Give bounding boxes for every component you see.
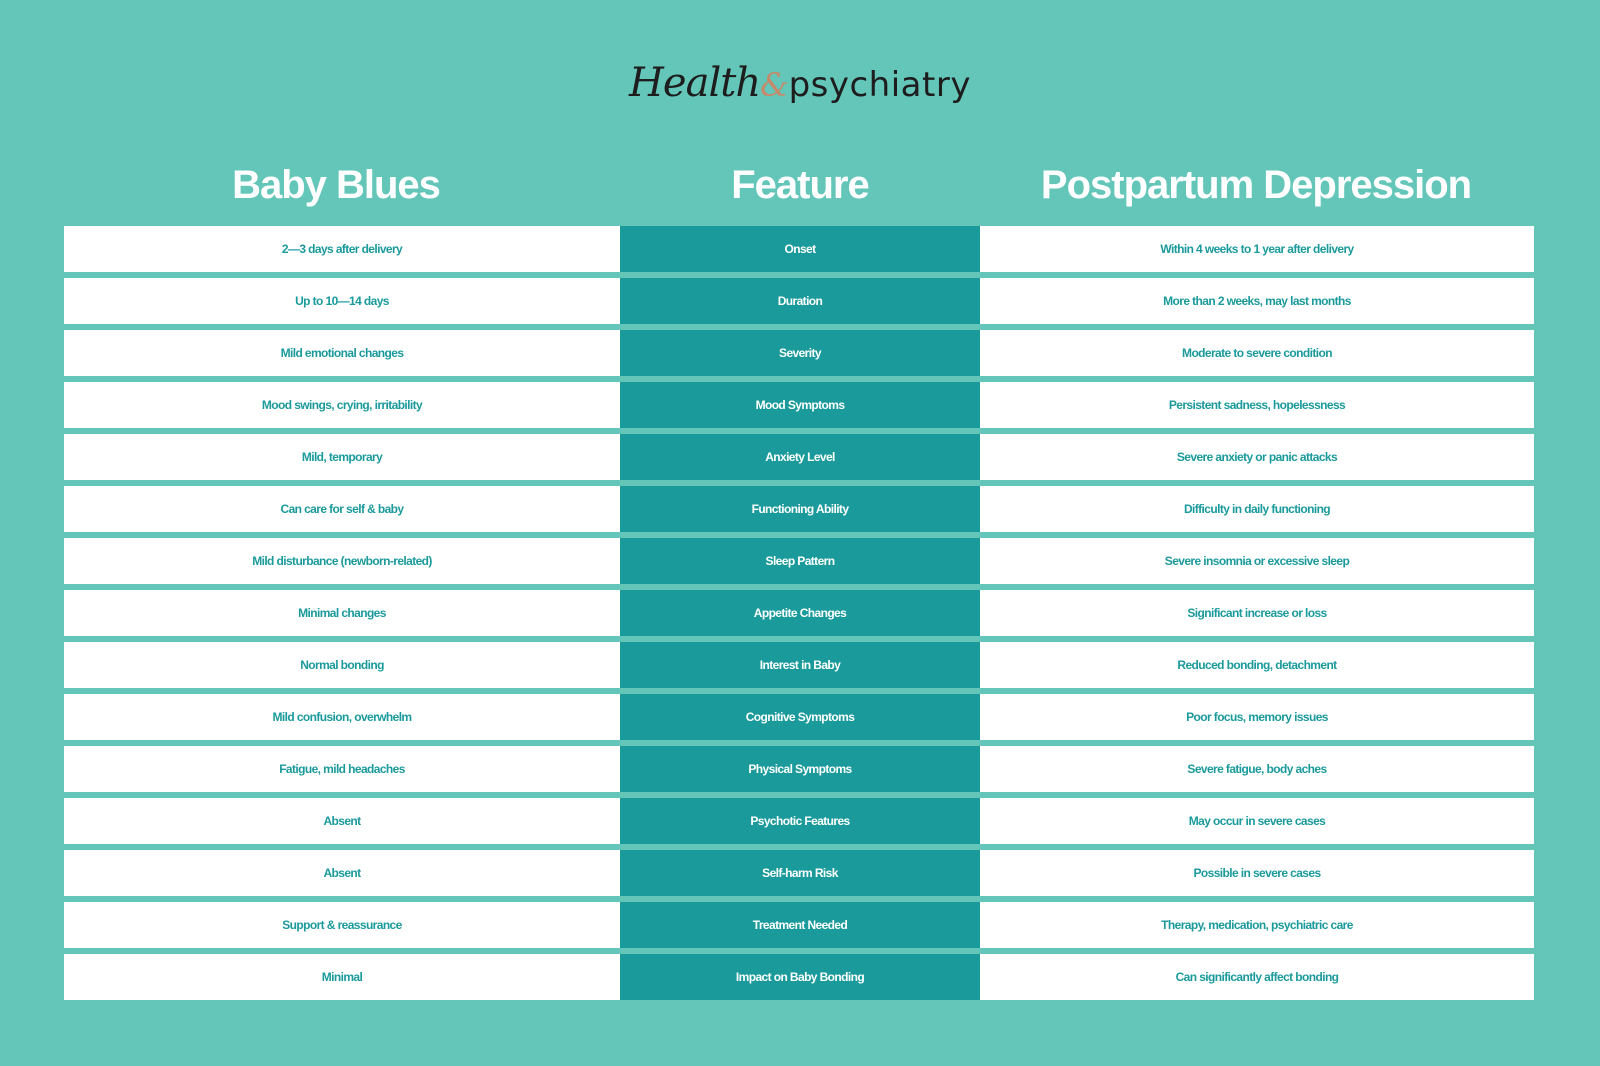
cell-baby-blues: Normal bonding: [64, 642, 620, 688]
cell-postpartum-depression: Possible in severe cases: [980, 850, 1534, 896]
cell-feature: Severity: [620, 330, 980, 376]
table-row: [64, 850, 1534, 896]
cell-feature: Physical Symptoms: [620, 746, 980, 792]
cell-postpartum-depression: Reduced bonding, detachment: [980, 642, 1534, 688]
cell-feature: Appetite Changes: [620, 590, 980, 636]
logo-wordmark: psychiatry: [788, 65, 971, 105]
cell-feature: Sleep Pattern: [620, 538, 980, 584]
table-row: [64, 902, 1534, 948]
table-row: [64, 486, 1534, 532]
table-row: [64, 278, 1534, 324]
cell-feature: Anxiety Level: [620, 434, 980, 480]
comparison-table: [64, 226, 1534, 1006]
cell-feature: Mood Symptoms: [620, 382, 980, 428]
cell-feature: Cognitive Symptoms: [620, 694, 980, 740]
cell-postpartum-depression: Difficulty in daily functioning: [980, 486, 1534, 532]
table-row: [64, 798, 1534, 844]
table-row: [64, 538, 1534, 584]
cell-baby-blues: Mild emotional changes: [64, 330, 620, 376]
table-row: [64, 382, 1534, 428]
cell-baby-blues: Mood swings, crying, irritability: [64, 382, 620, 428]
cell-feature: Onset: [620, 226, 980, 272]
cell-feature: Duration: [620, 278, 980, 324]
cell-postpartum-depression: Moderate to severe condition: [980, 330, 1534, 376]
cell-postpartum-depression: Therapy, medication, psychiatric care: [980, 902, 1534, 948]
brand-logo: [0, 60, 1600, 120]
cell-postpartum-depression: Within 4 weeks to 1 year after delivery: [980, 226, 1534, 272]
table-row: [64, 434, 1534, 480]
logo-ampersand: &: [760, 66, 789, 104]
cell-feature: Psychotic Features: [620, 798, 980, 844]
header-feature: Feature: [731, 163, 869, 207]
logo-script-text: Health: [629, 60, 761, 106]
table-row: [64, 330, 1534, 376]
table-row: [64, 226, 1534, 272]
cell-baby-blues: Mild confusion, overwhelm: [64, 694, 620, 740]
cell-baby-blues: Can care for self & baby: [64, 486, 620, 532]
cell-feature: Impact on Baby Bonding: [620, 954, 980, 1000]
cell-feature: Interest in Baby: [620, 642, 980, 688]
cell-baby-blues: Mild disturbance (newborn-related): [64, 538, 620, 584]
column-headers: [0, 155, 1600, 215]
cell-postpartum-depression: May occur in severe cases: [980, 798, 1534, 844]
cell-postpartum-depression: Can significantly affect bonding: [980, 954, 1534, 1000]
cell-baby-blues: Absent: [64, 798, 620, 844]
table-row: [64, 642, 1534, 688]
cell-postpartum-depression: Severe fatigue, body aches: [980, 746, 1534, 792]
table-row: [64, 590, 1534, 636]
cell-baby-blues: Fatigue, mild headaches: [64, 746, 620, 792]
header-postpartum-depression: Postpartum Depression: [1040, 163, 1472, 207]
cell-baby-blues: 2—3 days after delivery: [64, 226, 620, 272]
cell-feature: Functioning Ability: [620, 486, 980, 532]
cell-postpartum-depression: Severe anxiety or panic attacks: [980, 434, 1534, 480]
table-row: [64, 746, 1534, 792]
cell-baby-blues: Support & reassurance: [64, 902, 620, 948]
table-row: [64, 694, 1534, 740]
cell-postpartum-depression: Significant increase or loss: [980, 590, 1534, 636]
cell-baby-blues: Mild, temporary: [64, 434, 620, 480]
table-row: [64, 954, 1534, 1000]
cell-feature: Treatment Needed: [620, 902, 980, 948]
cell-baby-blues: Minimal: [64, 954, 620, 1000]
cell-baby-blues: Minimal changes: [64, 590, 620, 636]
cell-feature: Self-harm Risk: [620, 850, 980, 896]
cell-baby-blues: Up to 10—14 days: [64, 278, 620, 324]
cell-postpartum-depression: Severe insomnia or excessive sleep: [980, 538, 1534, 584]
header-baby-blues: Baby Blues: [232, 163, 440, 207]
cell-postpartum-depression: Poor focus, memory issues: [980, 694, 1534, 740]
cell-postpartum-depression: More than 2 weeks, may last months: [980, 278, 1534, 324]
cell-postpartum-depression: Persistent sadness, hopelessness: [980, 382, 1534, 428]
cell-baby-blues: Absent: [64, 850, 620, 896]
